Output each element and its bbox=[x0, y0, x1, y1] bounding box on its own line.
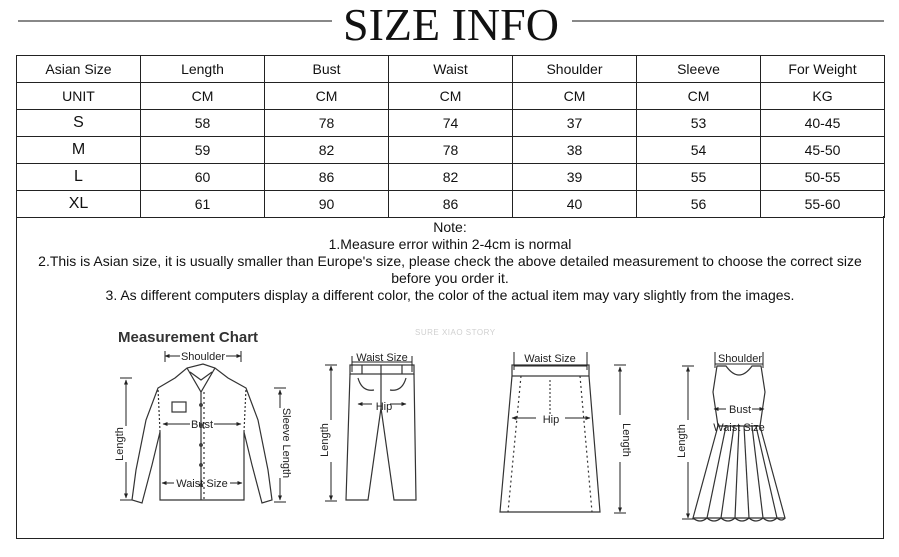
value-cell: 55 bbox=[637, 164, 761, 191]
value-cell: 40-45 bbox=[761, 110, 885, 137]
dress-bust-label: Bust bbox=[728, 404, 752, 416]
header-cell: Length bbox=[141, 56, 265, 83]
size-cell: XL bbox=[17, 191, 141, 218]
size-cell: S bbox=[17, 110, 141, 137]
value-cell: 61 bbox=[141, 191, 265, 218]
note-line-2a: 2.This is Asian size, it is usually smaller than Europe's size, please check the above detailed measurement to choose the correct size bbox=[38, 253, 862, 269]
unit-cell: UNIT bbox=[17, 83, 141, 110]
dress-waist-label: Waist Size bbox=[713, 422, 765, 434]
note-line-3: 3. As different computers display a different color, the color of the actual item may vary slightly from the images. bbox=[105, 287, 795, 303]
dress-measure-lines bbox=[682, 352, 764, 519]
value-cell: 78 bbox=[265, 110, 389, 137]
shirt-waist-label: Waist Size bbox=[176, 478, 228, 490]
header-cell: Waist bbox=[389, 56, 513, 83]
value-cell: 86 bbox=[265, 164, 389, 191]
dress-shoulder-label: Shoulder bbox=[717, 353, 763, 365]
header-cell: For Weight bbox=[761, 56, 885, 83]
pants-diagram bbox=[346, 365, 416, 500]
value-cell: 82 bbox=[389, 164, 513, 191]
shirt-bust-label: Bust bbox=[190, 419, 214, 431]
note-line-2b: before you order it. bbox=[391, 270, 509, 286]
value-cell: 58 bbox=[141, 110, 265, 137]
page-title: SIZE INFO bbox=[343, 0, 559, 50]
pants-measure-lines bbox=[325, 356, 412, 501]
header-cell: Sleeve bbox=[637, 56, 761, 83]
pants-hip-label: Hip bbox=[375, 401, 393, 413]
value-cell: 60 bbox=[141, 164, 265, 191]
value-cell: 37 bbox=[513, 110, 637, 137]
measurement-chart-title: Measurement Chart bbox=[118, 329, 259, 346]
value-cell: 38 bbox=[513, 137, 637, 164]
value-cell: 55-60 bbox=[761, 191, 885, 218]
watermark: SURE XIAO STORY bbox=[415, 328, 496, 337]
skirt-diagram bbox=[500, 365, 600, 512]
header-cell: Asian Size bbox=[17, 56, 141, 83]
header-cell: Shoulder bbox=[513, 56, 637, 83]
skirt-hip-label: Hip bbox=[542, 414, 560, 426]
shirt-shoulder-label: Shoulder bbox=[180, 351, 226, 363]
value-cell: 54 bbox=[637, 137, 761, 164]
unit-cell: CM bbox=[389, 83, 513, 110]
pants-length-label: Length bbox=[319, 423, 331, 457]
unit-cell: CM bbox=[513, 83, 637, 110]
unit-cell: CM bbox=[637, 83, 761, 110]
value-cell: 53 bbox=[637, 110, 761, 137]
value-cell: 86 bbox=[389, 191, 513, 218]
note-line-1: 1.Measure error within 2-4cm is normal bbox=[328, 236, 572, 252]
value-cell: 40 bbox=[513, 191, 637, 218]
value-cell: 45-50 bbox=[761, 137, 885, 164]
value-cell: 78 bbox=[389, 137, 513, 164]
value-cell: 74 bbox=[389, 110, 513, 137]
note-heading: Note: bbox=[433, 219, 467, 235]
value-cell: 50-55 bbox=[761, 164, 885, 191]
size-cell: M bbox=[17, 137, 141, 164]
unit-cell: CM bbox=[265, 83, 389, 110]
value-cell: 56 bbox=[637, 191, 761, 218]
header-cell: Bust bbox=[265, 56, 389, 83]
shirt-length-label: Length bbox=[114, 427, 126, 461]
size-cell: L bbox=[17, 164, 141, 191]
value-cell: 39 bbox=[513, 164, 637, 191]
dress-diagram bbox=[693, 366, 785, 521]
skirt-waist-label: Waist Size bbox=[524, 353, 576, 365]
dress-length-label: Length bbox=[676, 424, 688, 458]
shirt-sleeve-label: Sleeve Length bbox=[280, 407, 292, 479]
unit-cell: KG bbox=[761, 83, 885, 110]
value-cell: 82 bbox=[265, 137, 389, 164]
unit-cell: CM bbox=[141, 83, 265, 110]
value-cell: 90 bbox=[265, 191, 389, 218]
pants-waist-label: Waist Size bbox=[356, 352, 408, 364]
skirt-length-label: Length bbox=[620, 423, 632, 457]
value-cell: 59 bbox=[141, 137, 265, 164]
